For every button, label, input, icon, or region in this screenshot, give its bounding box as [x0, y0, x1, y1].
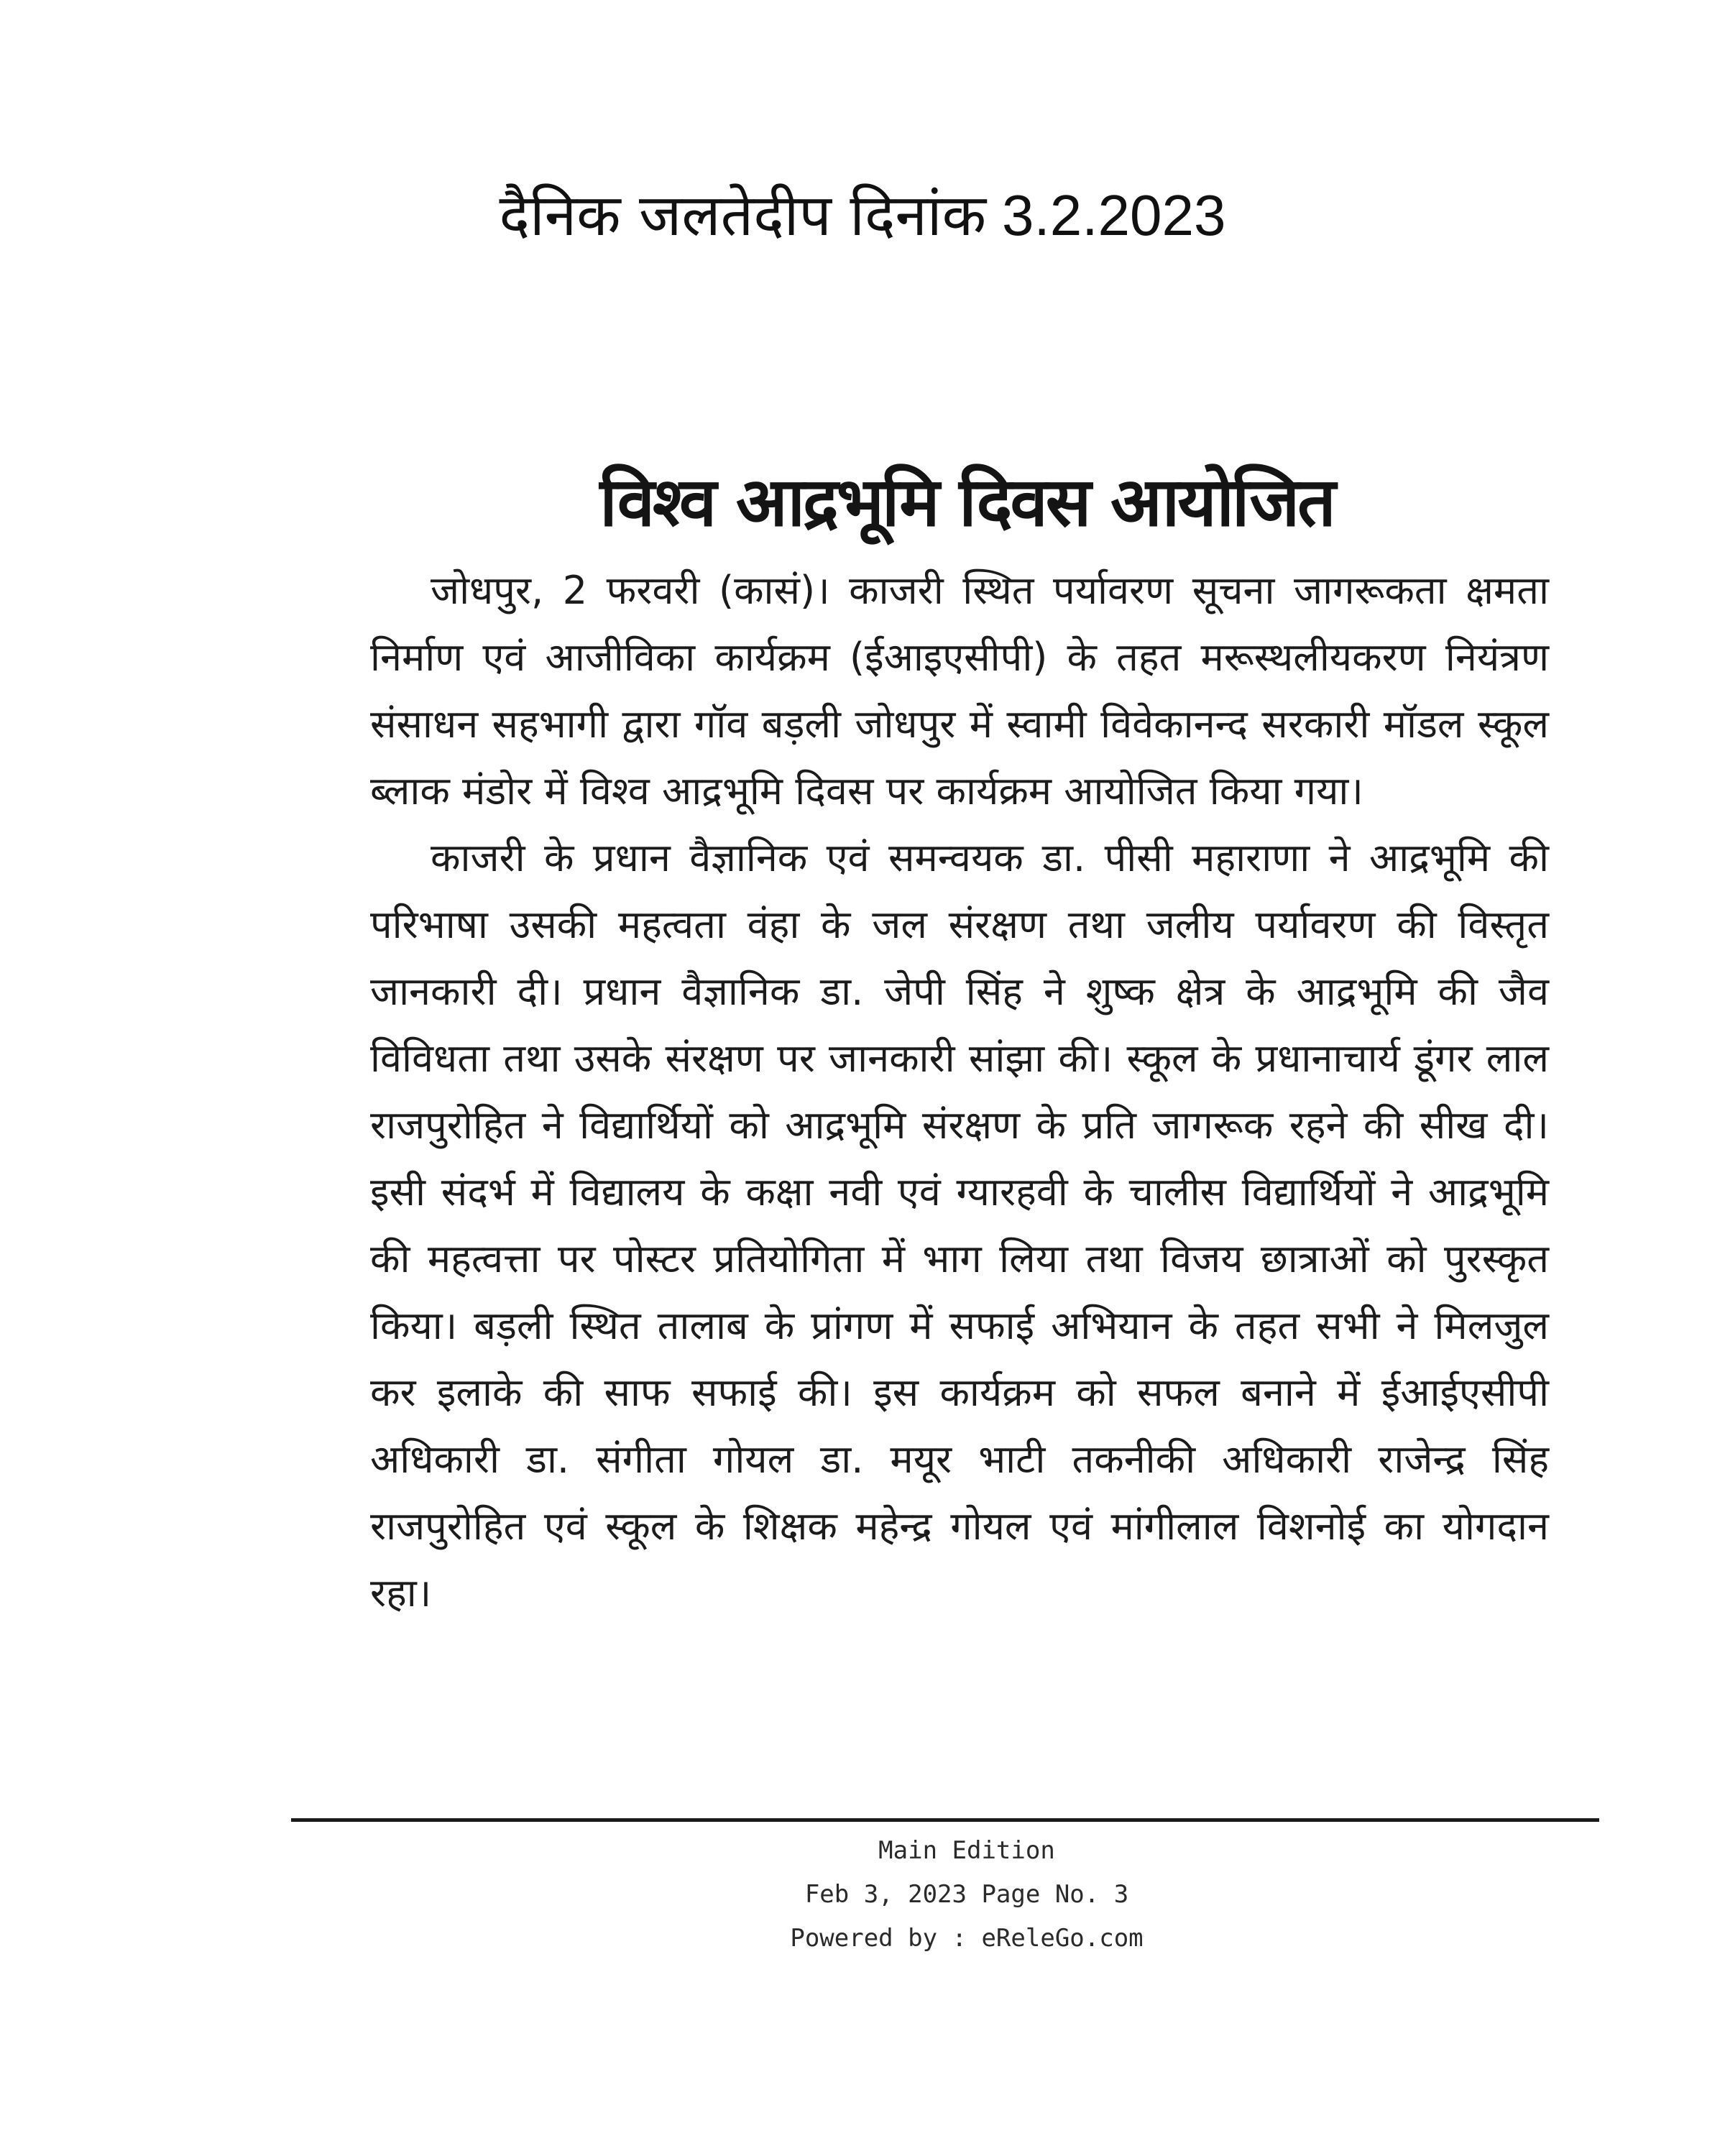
newspaper-clipping [291, 438, 1642, 1955]
page-header [0, 180, 1725, 252]
newspaper-title: दैनिक जलतेदीप दिनांक [499, 182, 987, 249]
article-headline: विश्व आद्रभूमि दिवस आयोजित [599, 464, 1334, 542]
edition-label: Main Edition [878, 1836, 1055, 1865]
header-date: 3.2.2023 [1002, 183, 1226, 247]
clipping-footer [291, 1829, 1642, 1961]
footer-divider [291, 1818, 1599, 1822]
article-paragraph: जोधपुर, 2 फरवरी (कासं)। काजरी स्थित पर्यावरण सूचना जागरूकता क्षमता निर्माण एवं आजीविका कार्यक्रम (ईआइएसीपी) के तहत मरूस्थलीयकरण नियंत्रण संसाधन सहभागी द्वारा गॉव बड़ली जोधपुर में स्वामी विवेकानन्द सरकारी मॉडल स्कूल ब्लाक मंडोर में विश्व आद्रभूमि दिवस पर कार्यक्रम आयोजित किया गया। [370, 568, 1549, 814]
date-page-label: Feb 3, 2023 Page No. 3 [804, 1880, 1129, 1909]
article-body [370, 557, 1549, 1626]
powered-by-label: Powered by : eReleGo.com [790, 1924, 1144, 1953]
article-paragraph: काजरी के प्रधान वैज्ञानिक एवं समन्वयक डा. पीसी महाराणा ने आद्रभूमि की परिभाषा उसकी महत्वता वंहा के जल संरक्षण तथा जलीय पर्यावरण की विस्तृत जानकारी दी। प्रधान वैज्ञानिक डा. जेपी सिंह ने शुष्क क्षेत्र के आद्रभूमि की जैव विविधता तथा उसके संरक्षण पर जानकारी सांझा की। स्कूल के प्रधानाचार्य डूंगर लाल राजपुरोहित ने विद्यार्थियों को आद्रभूमि संरक्षण के प्रति जागरूक रहने की सीख दी। इसी संदर्भ में विद्यालय के कक्षा नवी एवं ग्यारहवी के चालीस विद्यार्थियों ने आद्रभूमि की महत्वत्ता पर पोस्टर प्रतियोगिता में भाग लिया तथा विजय छात्राओं को पुरस्कृत किया। बड़ली स्थित तालाब के प्रांगण में सफाई अभियान के तहत सभी ने मिलजुल कर इलाके की साफ सफाई की। इस कार्यक्रम को सफल बनाने में ईआईएसीपी अधिकारी डा. संगीता गोयल डा. मयूर भाटी तकनीकी अधिकारी राजेन्द्र सिंह राजपुरोहित एवं स्कूल के शिक्षक महेन्द्र गोयल एवं मांगीलाल विशनोई का योगदान रहा। [370, 835, 1549, 1616]
